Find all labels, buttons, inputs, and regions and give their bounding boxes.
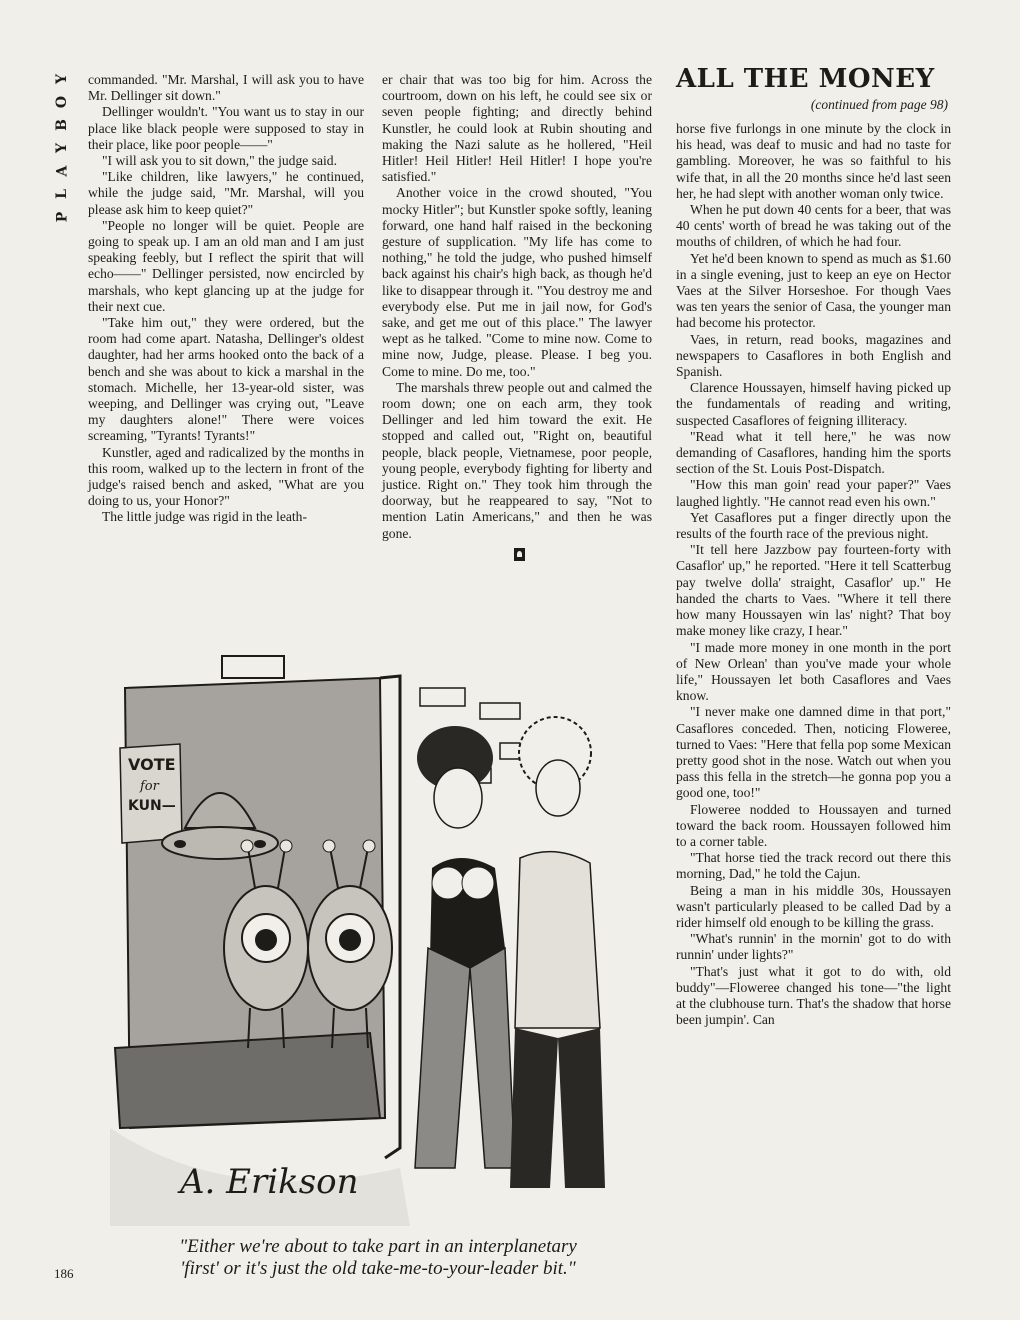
sidebar-letter: P bbox=[54, 211, 70, 223]
article-column-3 bbox=[676, 121, 951, 1028]
woman-figure bbox=[415, 726, 515, 1168]
paragraph: "That horse tied the track record out there this morning, Dad," he told the Cajun. bbox=[676, 850, 951, 882]
paragraph: "That's just what it got to do with, old buddy"—Floweree changed his tone—"the light at the clubhouse turn. That's the shadow that horse been jumpin'. Can bbox=[676, 963, 951, 1028]
poster-text: VOTE bbox=[128, 755, 176, 774]
paragraph: "What's runnin' in the mornin' got to do with runnin' under lights?" bbox=[676, 931, 951, 963]
woman-figure bbox=[510, 717, 605, 1188]
magazine-sidebar-name bbox=[52, 72, 72, 224]
rabbit-head-icon bbox=[514, 548, 525, 561]
article-headline: ALL THE MONEY bbox=[676, 64, 935, 94]
sidebar-letter: B bbox=[54, 119, 70, 131]
paragraph: "People no longer will be quiet. People are going to speak up. I am an old man and I am just speaking feebly, but I reflect the spirit that will echo——" Dellinger persisted, now encircled by marshals, who kept glancing up at the judge for their next cue. bbox=[88, 217, 364, 314]
paragraph: "Take him out," they were ordered, but the room had come apart. Natasha, Dellinger's oldest daughter, had her arms hooked onto the back of a bench and she was about to kick a marshal in the stomach. Michelle, her 13-year-old sister, was weeping, and Dellinger was crying out, "Leave my daughters alone!" There were voices screaming, "Tyrants! Tyrants!" bbox=[88, 315, 364, 444]
cartoon-caption bbox=[118, 1236, 638, 1280]
paragraph: Dellinger wouldn't. "You want us to stay in our place like black people were supposed to stay in their place, like poor people——" bbox=[88, 104, 364, 152]
sidebar-letter: Y bbox=[54, 143, 70, 153]
paragraph: er chair that was too big for him. Across the courtroom, down on his left, he could see six or seven people fighting; and directly behind Kunstler, he could look at Rubin shouting and making the Nazi salute as he hollered, "Heil Hitler! Heil Hitler! Heil Hitler! I hope you're satisfied." bbox=[382, 72, 652, 185]
paragraph: "I made more money in one month in the port of New Orlean' than you've made your whole life," Houssayen let both Casaflores and Vaes know. bbox=[676, 639, 951, 704]
paragraph: "I never make one damned dime in that port," Casaflores conceded. Then, noticing Floweree, turned to Vaes: "Here that fella pop some Mexican pretty good shot in the nose. Watch out when you pass this fella in the stretch—he gonna pop you a good one, too!" bbox=[676, 704, 951, 801]
paragraph: "How this man goin' read your paper?" Vaes laughed lightly. "He cannot read even his own." bbox=[676, 477, 951, 509]
artist-signature: A. Erikson bbox=[180, 1162, 359, 1202]
paragraph: Clarence Houssayen, himself having picked up the fundamentals of reading and writing, suspected Casaflores of feigning illiteracy. bbox=[676, 380, 951, 428]
paragraph: The little judge was rigid in the leath- bbox=[102, 509, 307, 525]
page-number: 186 bbox=[54, 1266, 74, 1281]
paragraph: Kunstler, aged and radicalized by the months in this room, walked up to the lectern in front of the judge's raised bench and asked, "What are you doing to us, your Honor?" bbox=[88, 444, 364, 509]
cartoon-illustration bbox=[110, 648, 644, 1226]
paragraph: "Like children, like lawyers," he continued, while the judge said, "Mr. Marshal, will you please ask him to keep quiet?" bbox=[88, 169, 364, 217]
caption-line: "Either we're about to take part in an interplanetary bbox=[179, 1236, 577, 1257]
end-of-article-mark bbox=[382, 547, 652, 563]
caption-line: 'first' or it's just the old take-me-to-your-leader bit." bbox=[180, 1258, 576, 1279]
article-column-1 bbox=[88, 72, 364, 526]
paragraph: Vaes, in return, read books, magazines and newspapers to Casaflores in both English and Spanish. bbox=[676, 331, 951, 380]
article-column-2 bbox=[382, 72, 652, 563]
sidebar-letter: O bbox=[53, 95, 70, 109]
paragraph: When he put down 40 cents for a beer, that was 40 cents' worth of bread he was taking out of the mouths of children, of which he had four. bbox=[676, 202, 951, 250]
sidebar-letter: L bbox=[54, 189, 70, 199]
paragraph: "It tell here Jazzbow pay fourteen-forty with Casaflor' up," he reported. "Here it tell Scatterbug pay twelve dolla' straight, Casaflor' up." He handed the charts to Vaes. "Where it tell there how many Houssayen win las' night? That boy make money like crazy, I hear." bbox=[676, 542, 951, 639]
paragraph: Another voice in the crowd shouted, "You mocky Hitler"; but Kunstler spoke softly, leaning forward, one hand half raised in the beckoning gesture of supplication. "My life has come to nothing," he told the judge, who pushed himself back against his chair's high back, as though he'd like to disappear through it. "You destroy me and everybody else. Put me in jail now, for God's sake, and get me out of this place." The lawyer wept as he talked. "Come to mine now. Come to mine now, Judge, please. Please. I beg you. Come to mine. Do me, too." bbox=[382, 185, 652, 379]
continued-note: (continued from page 98) bbox=[810, 97, 948, 112]
poster-text: for bbox=[140, 779, 159, 794]
paragraph: Being a man in his middle 30s, Houssayen wasn't particularly pleased to be called Dad by a rider himself old enough to be killing the grass. bbox=[676, 882, 951, 930]
paragraph: Floweree nodded to Houssayen and turned toward the back room. Houssayen followed him to a corner table. bbox=[676, 801, 951, 849]
sidebar-letter: Y bbox=[54, 74, 70, 84]
paragraph: commanded. "Mr. Marshal, I will ask you to have Mr. Dellinger sit down." bbox=[88, 72, 364, 104]
paragraph: "Read what it tell here," he was now demanding of Casaflores, handing him the sports section of the St. Louis Post-Dispatch. bbox=[676, 428, 951, 477]
paragraph: "I will ask you to sit down," the judge said. bbox=[102, 153, 337, 169]
paragraph: horse five furlongs in one minute by the clock in his head, was deaf to music and had no taste for gambling. Moreover, he was so faithful to his wife that, in all the 20 months since he'd last seen her, he had slept with another woman only twice. bbox=[676, 121, 951, 201]
paragraph: Yet he'd been known to spend as much as $1.60 in a single evening, just to keep an eye on Hector Vaes at the Silver Horseshoe. For though Vaes was ten years the senior of Casa, the younger man had become his protector. bbox=[676, 250, 951, 331]
paragraph: The marshals threw people out and calmed the room down; one on each arm, they took Dellinger and led him toward the exit. He stopped and called out, "Right on, beautiful people, black people, Vietnamese, poor people, young people, everybody fighting for liberty and justice. Right on." They took him through the doorway, but he reappeared to say, "Not to mention Latin Americans," and then he was gone. bbox=[382, 379, 652, 541]
paragraph: Yet Casaflores put a finger directly upon the results of the fourth race of the previous night. bbox=[676, 509, 951, 542]
poster-text: KUN— bbox=[128, 798, 176, 814]
sidebar-letter: A bbox=[54, 165, 70, 177]
